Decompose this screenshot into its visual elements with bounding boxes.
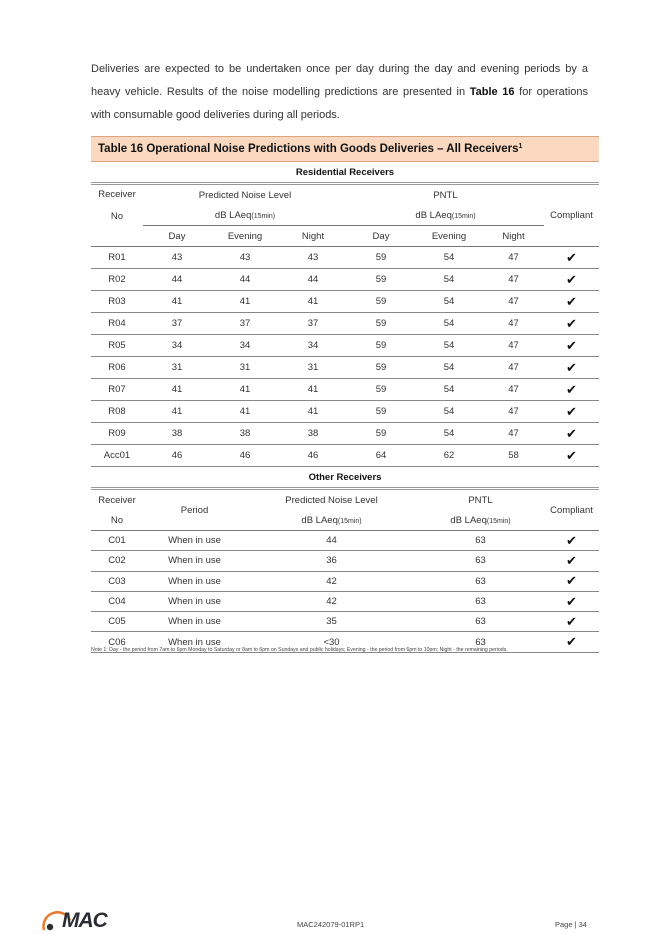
period-header: Period [143, 490, 246, 531]
compliant-header: Compliant [544, 490, 599, 531]
value-cell: 44 [279, 269, 347, 291]
receiver-header: Receiver [98, 494, 136, 506]
predicted-cell: 44 [246, 531, 417, 551]
period-cell: When in use [143, 612, 246, 632]
mac-logo-text: MAC [62, 909, 107, 932]
value-cell: 58 [483, 445, 544, 467]
value-cell: 34 [143, 335, 211, 357]
receiver-no-header: No [91, 510, 143, 531]
intro-text: Deliveries are expected to be undertaken once per day during the day and evening periods by a heavy vehicle. Results of the noise modelling predictions are presented in [91, 63, 588, 98]
receiver-id: Acc01 [91, 445, 143, 467]
value-cell: 46 [211, 445, 279, 467]
value-cell: 41 [211, 379, 279, 401]
period-cell: When in use [143, 551, 246, 571]
pntl-header: PNTL [468, 494, 493, 506]
table-row [91, 335, 599, 357]
checkmark-icon: ✔ [544, 357, 599, 379]
value-cell: 31 [279, 357, 347, 379]
period-evening: Evening [211, 226, 279, 247]
checkmark-icon: ✔ [544, 269, 599, 291]
other-receivers-table [91, 490, 599, 653]
receiver-id: R08 [91, 401, 143, 423]
value-cell: 41 [279, 379, 347, 401]
table-note: Note 1: Day - the period from 7am to 6pm Monday to Saturday or 8am to 6pm on Sundays and public holidays; Evening - the period from 6pm to 10pm; Night - the remaining periods. [91, 647, 508, 653]
intro-text-end: for operations with consumable good deliveries during all periods. [91, 86, 589, 121]
predicted-unit: dB LAeq(15min) [143, 205, 347, 226]
value-cell: 31 [211, 357, 279, 379]
period-night: Night [483, 226, 544, 247]
value-cell: 44 [211, 269, 279, 291]
receiver-id: R02 [91, 269, 143, 291]
checkmark-icon: ✔ [544, 401, 599, 423]
receiver-id: R09 [91, 423, 143, 445]
predicted-level-header: Predicted Noise Level [285, 494, 378, 506]
pntl-cell: 63 [417, 571, 544, 591]
period-cell: When in use [143, 591, 246, 611]
section-other: Other Receivers [91, 467, 599, 489]
table-row [91, 423, 599, 445]
predicted-level-header: Predicted Noise Level [198, 189, 292, 201]
table-row [91, 357, 599, 379]
value-cell: 34 [211, 335, 279, 357]
value-cell: 44 [143, 269, 211, 291]
period-day: Day [143, 226, 211, 247]
period-cell: When in use [143, 531, 246, 551]
checkmark-icon: ✔ [544, 531, 599, 551]
predicted-cell: 35 [246, 612, 417, 632]
period-day: Day [347, 226, 415, 247]
period-cell: When in use [143, 571, 246, 591]
table-row [91, 291, 599, 313]
value-cell: 46 [143, 445, 211, 467]
noise-predictions-table [91, 136, 599, 490]
value-cell: 54 [415, 269, 483, 291]
checkmark-icon: ✔ [544, 632, 599, 652]
receiver-id: R03 [91, 291, 143, 313]
receiver-id: C04 [91, 591, 143, 611]
receiver-id: C03 [91, 571, 143, 591]
value-cell: 41 [143, 291, 211, 313]
value-cell: 41 [211, 401, 279, 423]
table-row [91, 313, 599, 335]
compliant-header: Compliant [544, 184, 599, 247]
predicted-cell: 42 [246, 571, 417, 591]
value-cell: 47 [483, 423, 544, 445]
table-reference: Table 16 [469, 86, 515, 98]
receiver-header: Receiver No [98, 188, 136, 222]
table-row [91, 612, 599, 632]
value-cell: 59 [347, 423, 415, 445]
pntl-cell: 63 [417, 551, 544, 571]
value-cell: 62 [415, 445, 483, 467]
value-cell: 41 [143, 379, 211, 401]
receiver-id: C01 [91, 531, 143, 551]
receiver-header-spacer [91, 226, 143, 247]
value-cell: 47 [483, 291, 544, 313]
document-reference: MAC242079-01RP1 [297, 920, 365, 929]
value-cell: 54 [415, 313, 483, 335]
receiver-id: R07 [91, 379, 143, 401]
checkmark-icon: ✔ [544, 335, 599, 357]
period-evening: Evening [415, 226, 483, 247]
value-cell: 59 [347, 379, 415, 401]
table-row [91, 445, 599, 467]
receiver-id: R04 [91, 313, 143, 335]
predicted-unit: dB LAeq(15min) [246, 510, 417, 531]
value-cell: 38 [143, 423, 211, 445]
value-cell: 47 [483, 357, 544, 379]
table-row [91, 551, 599, 571]
table-row [91, 401, 599, 423]
pntl-unit: dB LAeq(15min) [417, 510, 544, 531]
checkmark-icon: ✔ [544, 591, 599, 611]
predicted-cell: 36 [246, 551, 417, 571]
checkmark-icon: ✔ [544, 379, 599, 401]
value-cell: 43 [143, 247, 211, 269]
value-cell: 47 [483, 335, 544, 357]
checkmark-icon: ✔ [544, 612, 599, 632]
receiver-id: C06 [91, 632, 143, 652]
value-cell: 54 [415, 401, 483, 423]
value-cell: 37 [143, 313, 211, 335]
checkmark-icon: ✔ [544, 313, 599, 335]
value-cell: 59 [347, 247, 415, 269]
value-cell: 59 [347, 335, 415, 357]
receiver-id: R01 [91, 247, 143, 269]
section-residential: Residential Receivers [91, 162, 599, 184]
predicted-cell: <30 [246, 632, 417, 652]
value-cell: 47 [483, 401, 544, 423]
period-cell: When in use [143, 632, 246, 652]
value-cell: 64 [347, 445, 415, 467]
value-cell: 47 [483, 313, 544, 335]
checkmark-icon: ✔ [544, 551, 599, 571]
value-cell: 54 [415, 379, 483, 401]
value-cell: 43 [211, 247, 279, 269]
value-cell: 54 [415, 335, 483, 357]
table-title: Table 16 Operational Noise Predictions with Goods Deliveries – All Receivers$^1$ [91, 137, 599, 162]
table-row [91, 379, 599, 401]
receiver-id: R05 [91, 335, 143, 357]
value-cell: 59 [347, 291, 415, 313]
table-row [91, 269, 599, 291]
value-cell: 41 [279, 291, 347, 313]
value-cell: 34 [279, 335, 347, 357]
value-cell: 47 [483, 269, 544, 291]
table-row [91, 247, 599, 269]
value-cell: 37 [211, 313, 279, 335]
value-cell: 31 [143, 357, 211, 379]
value-cell: 38 [279, 423, 347, 445]
value-cell: 54 [415, 423, 483, 445]
table-row [91, 571, 599, 591]
checkmark-icon: ✔ [544, 423, 599, 445]
value-cell: 59 [347, 269, 415, 291]
value-cell: 43 [279, 247, 347, 269]
checkmark-icon: ✔ [544, 247, 599, 269]
receiver-id: R06 [91, 357, 143, 379]
value-cell: 54 [415, 291, 483, 313]
value-cell: 38 [211, 423, 279, 445]
pntl-cell: 63 [417, 632, 544, 652]
value-cell: 47 [483, 247, 544, 269]
pntl-cell: 63 [417, 531, 544, 551]
pntl-unit: dB LAeq(15min) [347, 205, 544, 226]
value-cell: 47 [483, 379, 544, 401]
table-row [91, 591, 599, 611]
table-row [91, 531, 599, 551]
value-cell: 59 [347, 313, 415, 335]
predicted-cell: 42 [246, 591, 417, 611]
value-cell: 59 [347, 401, 415, 423]
value-cell: 46 [279, 445, 347, 467]
value-cell: 41 [279, 401, 347, 423]
value-cell: 41 [211, 291, 279, 313]
pntl-header: PNTL [433, 189, 458, 201]
period-night: Night [279, 226, 347, 247]
value-cell: 41 [143, 401, 211, 423]
value-cell: 37 [279, 313, 347, 335]
receiver-id: C05 [91, 612, 143, 632]
receiver-id: C02 [91, 551, 143, 571]
checkmark-icon: ✔ [544, 445, 599, 467]
value-cell: 59 [347, 357, 415, 379]
intro-paragraph [91, 58, 588, 127]
value-cell: 54 [415, 357, 483, 379]
page-number: Page | 34 [555, 920, 587, 929]
pntl-cell: 63 [417, 591, 544, 611]
pntl-cell: 63 [417, 612, 544, 632]
value-cell: 54 [415, 247, 483, 269]
checkmark-icon: ✔ [544, 291, 599, 313]
checkmark-icon: ✔ [544, 571, 599, 591]
